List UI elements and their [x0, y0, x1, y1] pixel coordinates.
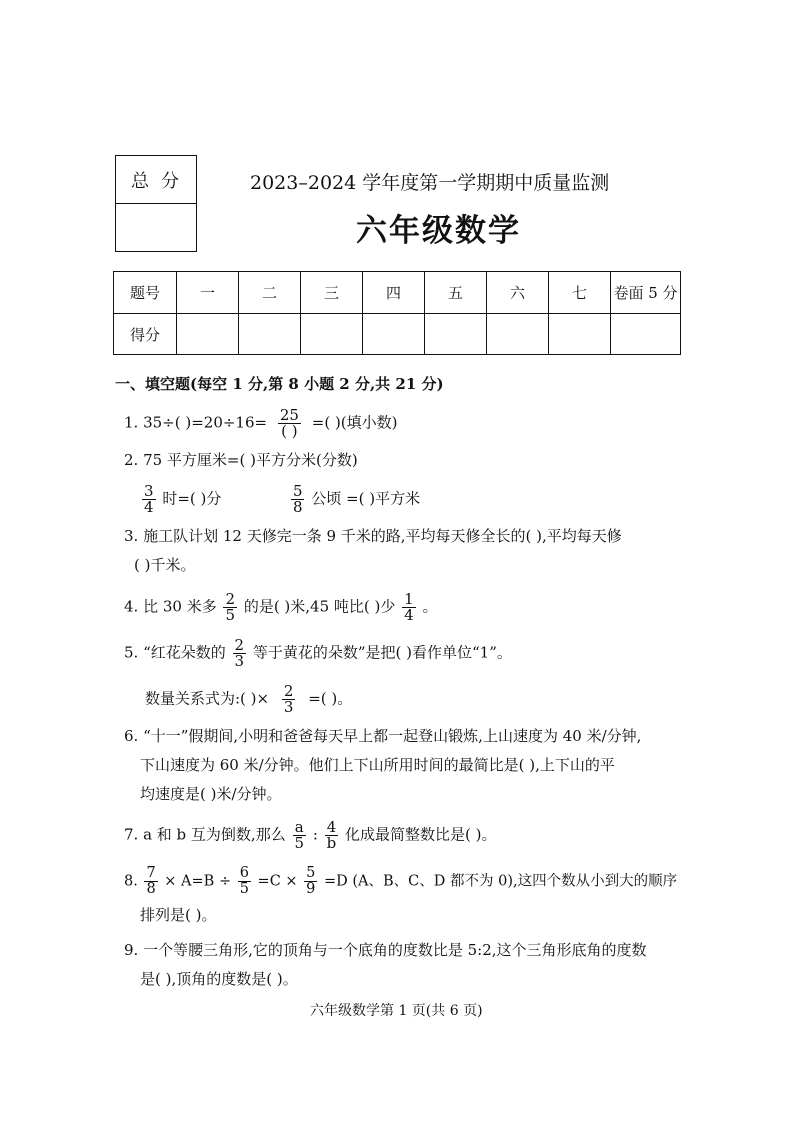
q5-rel-a: 数量关系式为:( )×: [145, 689, 270, 708]
q4-text-a: 4. 比 30 米多: [124, 597, 217, 616]
question-9-line1: 9. 一个等腰三角形,它的顶角与一个底角的度数比是 5:2,这个三角形底角的度数: [124, 941, 647, 959]
q4-fraction-1: [223, 592, 237, 623]
exam-subtitle: 2023–2024 学年度第一学期期中质量监测: [250, 172, 610, 194]
score-table-header-row: [114, 272, 681, 314]
question-3-line2: ( )千米。: [134, 556, 196, 574]
q7-text-b: 化成最简整数比是( )。: [345, 825, 497, 844]
score-cell[interactable]: [425, 314, 487, 355]
q4-f1-den: 5: [225, 606, 236, 624]
q2-fraction-2: [291, 484, 305, 515]
exam-title: 六年级数学: [356, 213, 521, 249]
q8-fraction-3: [304, 866, 317, 897]
q8-text-b: × A=B ÷: [164, 873, 232, 890]
q8-f3-num: 5: [306, 865, 316, 881]
question-8: [124, 866, 677, 897]
question-6-line3: 均速度是( )米/分钟。: [140, 785, 282, 803]
q2-text-2: 公顷 =( )平方米: [311, 489, 421, 508]
q7-fraction-1: [292, 820, 306, 851]
q8-f1-num: 7: [146, 865, 156, 881]
q7-f2-num: 4: [326, 818, 337, 836]
q1-frac-den: ( ): [281, 422, 298, 440]
q8-num-label: 8.: [124, 873, 138, 890]
question-4: [124, 592, 438, 623]
question-5: [124, 638, 512, 669]
header-cell: 题号: [114, 272, 177, 314]
question-1: [124, 408, 398, 439]
q2-f1-den: 4: [144, 498, 154, 516]
q4-text-b: 的是( )米,45 吨比( )少: [243, 597, 396, 616]
q7-f1-den: 5: [294, 834, 305, 852]
q4-f2-num: 1: [404, 590, 414, 608]
header-cell: 三: [301, 272, 363, 314]
q5-fraction: [233, 638, 247, 669]
score-cell[interactable]: [239, 314, 301, 355]
question-6-line1: 6. “十一”假期间,小明和爸爸每天早上都一起登山锻炼,上山速度为 40 米/分钟,: [124, 727, 642, 745]
header-cell: 二: [239, 272, 301, 314]
header-cell: 四: [363, 272, 425, 314]
q5-text-b: 等于黄花的朵数”是把( )看作单位“1”。: [252, 643, 512, 662]
total-score-box: [115, 155, 197, 252]
score-cell[interactable]: [549, 314, 611, 355]
q5-rel-fraction: [282, 684, 296, 715]
section-heading: 一、填空题(每空 1 分,第 8 小题 2 分,共 21 分): [115, 375, 444, 393]
q4-f2-den: 4: [404, 606, 414, 624]
q1-text-a: 1. 35÷( )=20÷16=: [124, 413, 268, 432]
q1-text-b: =( )(填小数): [311, 413, 398, 432]
page-footer: 六年级数学第 1 页(共 6 页): [310, 1003, 483, 1019]
q2-f1-num: 3: [144, 482, 154, 500]
score-cell[interactable]: [363, 314, 425, 355]
q5-rel-den: 3: [283, 698, 294, 716]
q8-f1-den: 8: [146, 881, 156, 897]
q2-fraction-1: [142, 484, 156, 515]
q5-rel-b: =( )。: [308, 689, 353, 708]
q4-f1-num: 2: [225, 590, 236, 608]
q7-f2-den: b: [326, 834, 337, 852]
score-cell[interactable]: [487, 314, 549, 355]
question-7: [124, 820, 497, 851]
question-6-line2: 下山速度为 60 米/分钟。他们上下山所用时间的最简比是( ),上下山的平: [140, 756, 615, 774]
question-8-line2: 排列是( )。: [140, 906, 217, 924]
q2-text-1: 时=( )分: [162, 489, 222, 508]
q7-f1-num: a: [294, 818, 304, 836]
score-cell[interactable]: [177, 314, 239, 355]
score-label-cell: 得分: [114, 314, 177, 355]
question-9-line2: 是( ),顶角的度数是( )。: [140, 970, 298, 988]
header-cell: 七: [549, 272, 611, 314]
question-5-relation: [145, 684, 352, 715]
header-cell: 五: [425, 272, 487, 314]
q1-frac-num: 25: [279, 406, 299, 424]
question-3-line1: 3. 施工队计划 12 天修完一条 9 千米的路,平均每天修全长的( ),平均每天修: [124, 527, 622, 545]
q7-text-a: 7. a 和 b 互为倒数,那么: [124, 825, 286, 844]
header-cell: 一: [177, 272, 239, 314]
q8-fraction-2: [238, 866, 251, 897]
q5-den: 3: [234, 652, 245, 670]
q7-colon: :: [312, 825, 318, 844]
q8-f2-num: 6: [239, 865, 249, 881]
score-table: [113, 271, 681, 355]
header-cell: 六: [487, 272, 549, 314]
q8-f2-den: 5: [239, 881, 249, 897]
q7-fraction-2: [325, 820, 339, 851]
q8-fraction-1: [144, 866, 157, 897]
score-cell[interactable]: [301, 314, 363, 355]
q2-f2-den: 8: [292, 498, 303, 516]
question-2-line1: 2. 75 平方厘米=( )平方分米(分数): [124, 451, 358, 469]
score-cell[interactable]: [611, 314, 681, 355]
q8-text-d: =D (A、B、C、D 都不为 0),这四个数从小到大的顺序: [324, 873, 678, 890]
q4-text-c: 。: [422, 597, 438, 616]
score-table-score-row: [114, 314, 681, 355]
q8-text-c: =C ×: [257, 873, 298, 890]
q5-text-a: 5. “红花朵数的: [124, 643, 226, 662]
q2-f2-num: 5: [292, 482, 303, 500]
q1-fraction: [278, 408, 301, 439]
header-cell: 卷面 5 分: [611, 272, 681, 314]
q4-fraction-2: [402, 592, 416, 623]
total-score-label: 总分: [116, 156, 196, 204]
q5-num: 2: [234, 636, 245, 654]
q5-rel-num: 2: [283, 682, 294, 700]
question-2-line2: [140, 484, 420, 515]
q8-f3-den: 9: [306, 881, 316, 897]
